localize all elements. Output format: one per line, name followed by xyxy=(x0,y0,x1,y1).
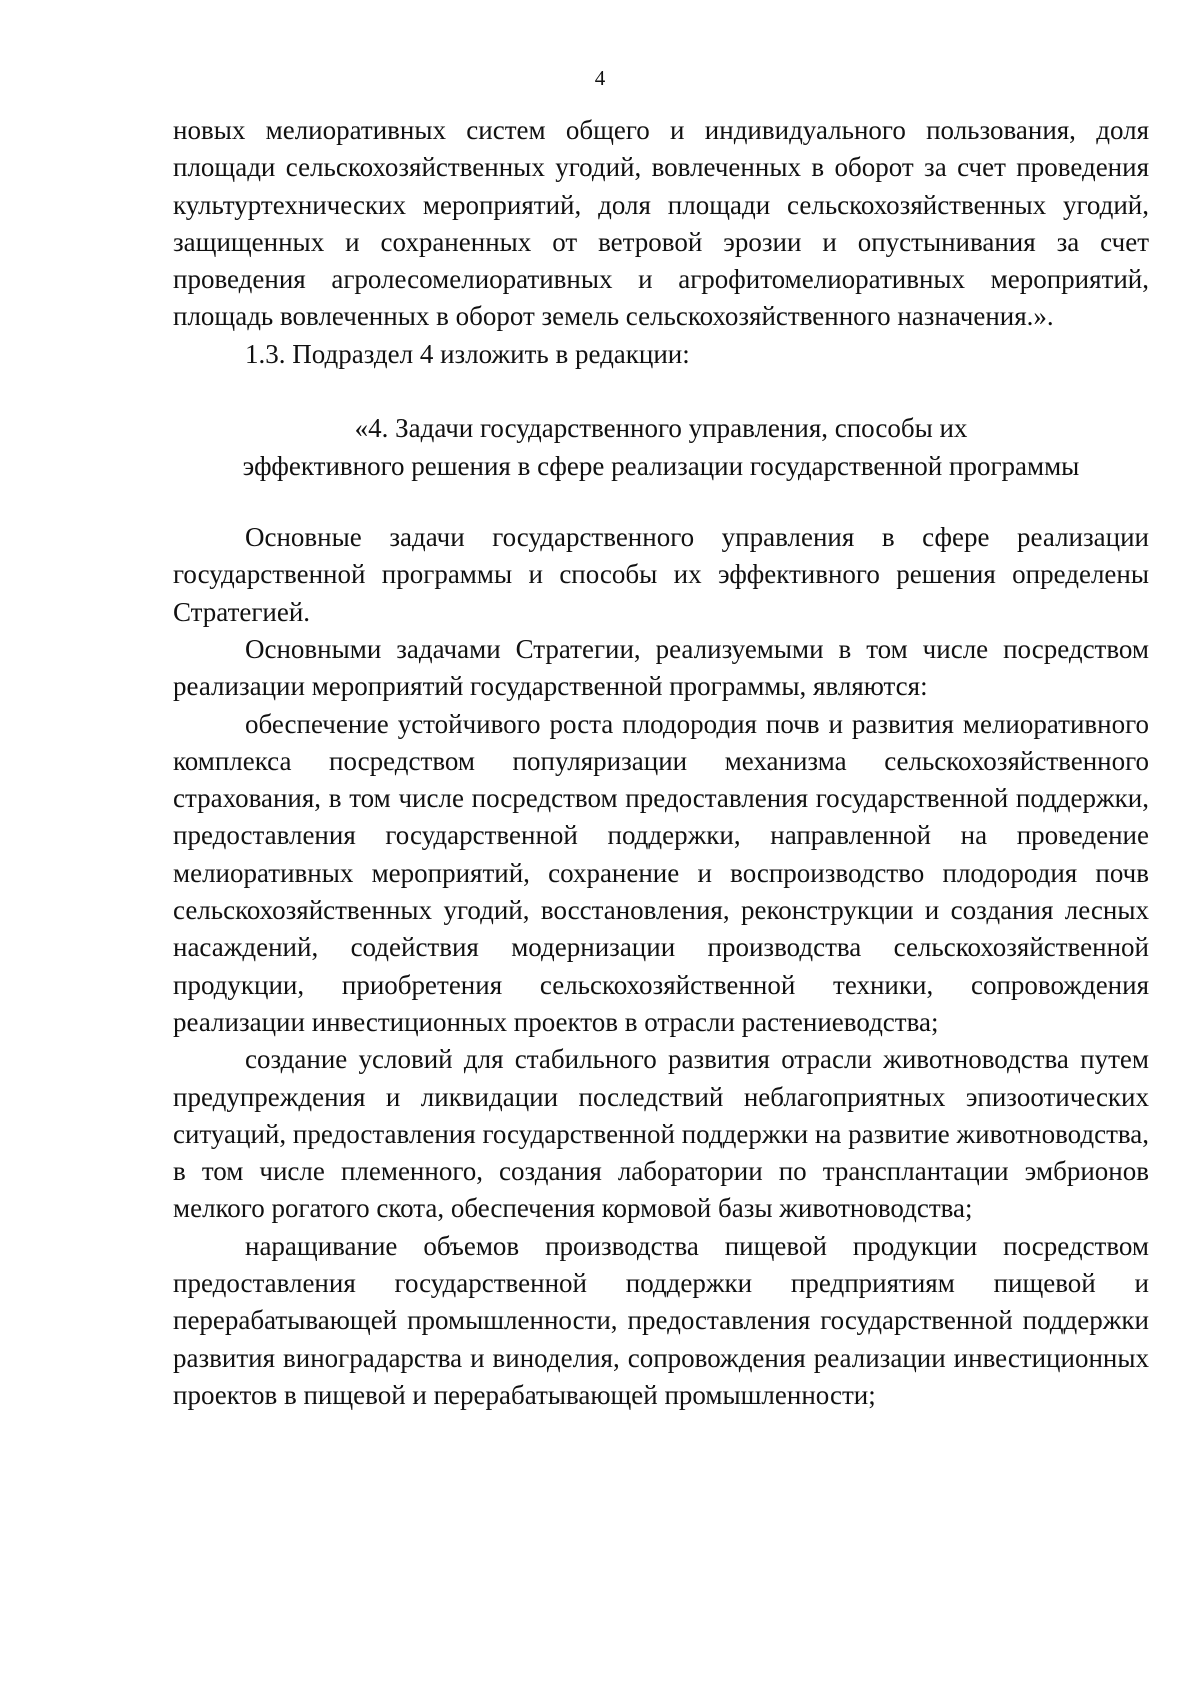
paragraph-strategy-tasks-intro: Основными задачами Стратегии, реализуемыми в том числе посредством реализации мероприятий государственной программы, являются: xyxy=(173,633,1149,702)
paragraph-food-production-task: наращивание объемов производства пищевой продукции посредством предоставления государственной поддержки предприятиям пищевой и перерабатывающей промышленности, предоставления государственной поддержки развития виноградарства и виноделия, сопровождения реализации инвестиционных проектов в пищевой и перерабатывающей промышленности; xyxy=(173,1230,1149,1410)
paragraph-livestock-task: создание условий для стабильного развития отрасли животноводства путем предупреждения и ликвидации последствий неблагоприятных эпизоотических ситуаций, предоставления государственной поддержки на развитие животноводства, в том числе племенного, создания лаборатории по трансплантации эмбрионов мелкого рогатого скота, обеспечения кормовой базы животноводства; xyxy=(173,1044,1149,1224)
paragraph-main-tasks: Основные задачи государственного управления в сфере реализации государственной программы и способы их эффективного решения определены Стратегией. xyxy=(173,522,1149,627)
page-number: 4 xyxy=(594,66,606,90)
document-body xyxy=(173,112,1149,1414)
paragraph-continuation: новых мелиоративных систем общего и индивидуального пользования, доля площади сельскохозяйственных угодий, вовлеченных в оборот за счет проведения культуртехнических мероприятий, доля площади сельскохозяйственных угодий, защищенных и сохраненных от ветровой эрозии и опустынивания за счет проведения агролесомелиоративных и агрофитомелиоративных мероприятий, площадь вовлеченных в оборот земель сельскохозяйственного назначения.». xyxy=(173,115,1149,332)
paragraph-soil-fertility-task: обеспечение устойчивого роста плодородия почв и развития мелиоративного комплекса посредством популяризации механизма сельскохозяйственного страхования, в том числе посредством предоставления государственной поддержки, предоставления государственной поддержки, направленной на проведение мелиоративных мероприятий, сохранение и воспроизводство плодородия почв сельскохозяйственных угодий, восстановления, реконструкции и создания лесных насаждений, содействия модернизации производства сельскохозяйственной продукции, приобретения сельскохозяйственной техники, сопровождения реализации инвестиционных проектов в отрасли растениеводства; xyxy=(173,708,1149,1037)
section-heading-line-2: эффективного решения в сфере реализации государственной программы xyxy=(242,451,1080,482)
paragraph-amendment-instruction: 1.3. Подраздел 4 изложить в редакции: xyxy=(245,338,690,369)
section-heading-line-1: «4. Задачи государственного управления, способы их xyxy=(354,413,968,444)
section-heading xyxy=(173,409,1149,485)
